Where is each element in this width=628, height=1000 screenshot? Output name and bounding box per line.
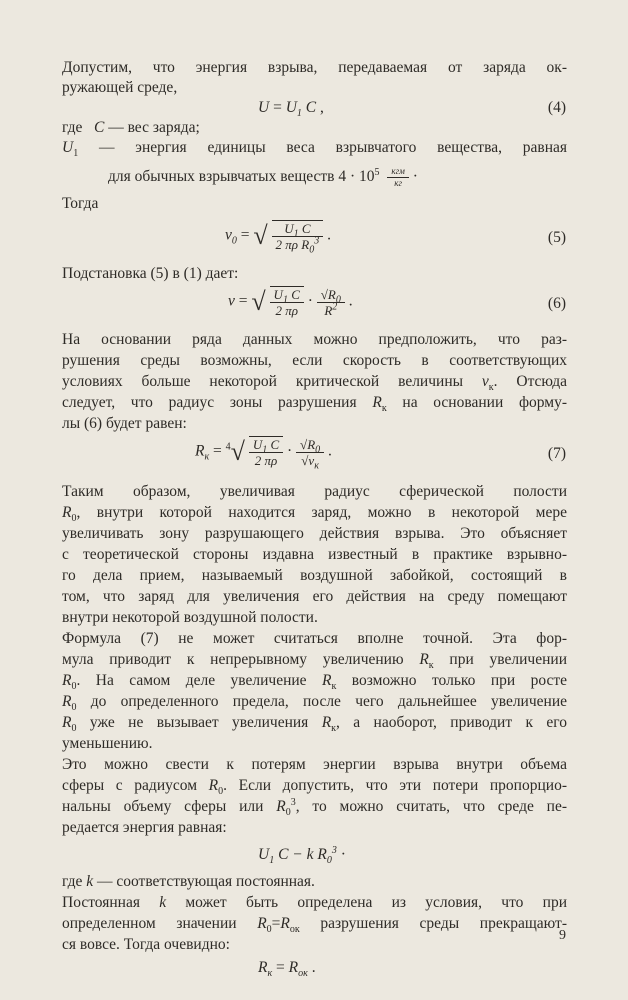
text-line: Это можно свести к потерям энергии взрыва внутри объема [62, 756, 567, 773]
text-line: Подстановка (5) в (1) дает: [62, 265, 239, 282]
text-line: На основании ряда данных можно предположить, что раз- [62, 331, 567, 348]
page-number: 9 [559, 928, 566, 943]
text-line: следует, что радиус зоны разрушения $R_к$ на основании форму- [62, 394, 567, 415]
radical-sign: √ [230, 437, 245, 466]
text-line: условиях больше некоторой критической величины $v_к$. Отсюда [62, 373, 567, 394]
text-line: том, что заряд для увеличения его действия на среду помещают [62, 588, 567, 605]
fraction: $\frac{U_1 C}{2 \pi\rho R_0^3}$ [272, 220, 324, 252]
text-line: с теоретической стороны издавна известный в практике взрывно- [62, 546, 567, 563]
equation-5: $v_0$ = √ $\frac{U_1 C}{2 \pi\rho R_0^3}$ . [225, 221, 331, 256]
text-line: определенном значении $R_0=R_{ок}$ разрушения среды прекращают- [62, 915, 567, 936]
text-line: $R_0$ до определенного предела, после чего дальнейшее увеличение [62, 693, 567, 714]
text-line: редается энергия равная: [62, 819, 227, 836]
equation-7: $R_к = ^4√$ $\frac{U_1 C}{2 \pi\rho}$ · $\frac{√R_0}{√v_к}$ . [195, 436, 332, 472]
fraction: $\frac{U_1 C}{2 \pi\rho}$ [270, 286, 304, 318]
equation-4: $U = U_1$ C , [258, 99, 324, 120]
text-line: нальны объему сферы или $R_0^3$, то можно считать, что среде пе- [62, 796, 567, 819]
text-line: го дела прием, называемый воздушной забойкой, состоящий в [62, 567, 567, 584]
text-line: Формула (7) не может считаться вполне точной. Эта фор- [62, 630, 567, 647]
text-line: $R_0$. На самом деле увеличение $R_к$ возможно только при росте [62, 672, 568, 693]
equation-last: $R_к = R_{ок}$ . [258, 959, 316, 980]
text-line: где k — соответствующая постоянная. [62, 873, 315, 890]
unit-fraction: $\frac{\text{кгм}}{кг}$ [387, 166, 408, 189]
text-line: уменьшению. [62, 735, 153, 752]
text-line: $R_0$, внутри которой находится заряд, можно в некоторой мере [62, 504, 567, 525]
text-line: лы (6) будет равен: [62, 415, 187, 432]
radical-sign: √ [253, 221, 268, 250]
equation-6: v = √ $\frac{U_1 C}{2 \pi\rho}$ · $\frac{√R_0}{R^2}$ . [228, 286, 353, 318]
text-line: Таким образом, увеличивая радиус сферической полости [62, 483, 567, 500]
equation-number: (7) [547, 445, 566, 462]
fraction: $\frac{√R_0}{√v_к}$ [296, 437, 324, 468]
text-line: для обычных взрывчатых веществ $4 \cdot 10^5$ $\frac{\text{кгм}}{кг}$ · [108, 166, 418, 188]
text-line: $U_1$ — энергия единицы веса взрывчатого вещества, равная [62, 139, 567, 160]
equation-number: (6) [547, 295, 566, 312]
text-line: ружающей среде, [62, 79, 178, 96]
fraction: $\frac{U_1 C}{2 \pi\rho}$ [249, 436, 283, 468]
fraction: $\frac{√R_0}{R^2}$ [317, 287, 345, 318]
radical-sign: √ [251, 287, 266, 316]
text-line: Допустим, что энергия взрыва, передаваемая от заряда ок- [62, 59, 567, 76]
text-line: увеличивать зону разрушающего действия взрыва. Это объясняет [62, 525, 567, 542]
text-line: внутри некоторой воздушной полости. [62, 609, 318, 626]
text-line: мула приводит к непрерывному увеличению $R_к$ при увеличении [62, 651, 567, 672]
text-line: рушения среды возможны, если скорость в соответствующих [62, 352, 567, 369]
equation-number: (4) [547, 99, 566, 116]
text-line: $R_0$ уже не вызывает увеличения $R_к$, а наоборот, приводит к его [62, 714, 567, 735]
text-line: Постоянная k может быть определена из условия, что при [62, 894, 567, 911]
equation-number: (5) [547, 229, 566, 246]
text-line: где C — вес заряда; [62, 119, 200, 136]
text-line: ся вовсе. Тогда очевидно: [62, 936, 230, 953]
text-line: Тогда [62, 195, 99, 212]
text-line: сферы с радиусом $R_0$. Если допустить, что эти потери пропорцио- [62, 777, 567, 798]
equation-energy: $U_1$ C − k $R_0^3$ · [258, 844, 346, 867]
